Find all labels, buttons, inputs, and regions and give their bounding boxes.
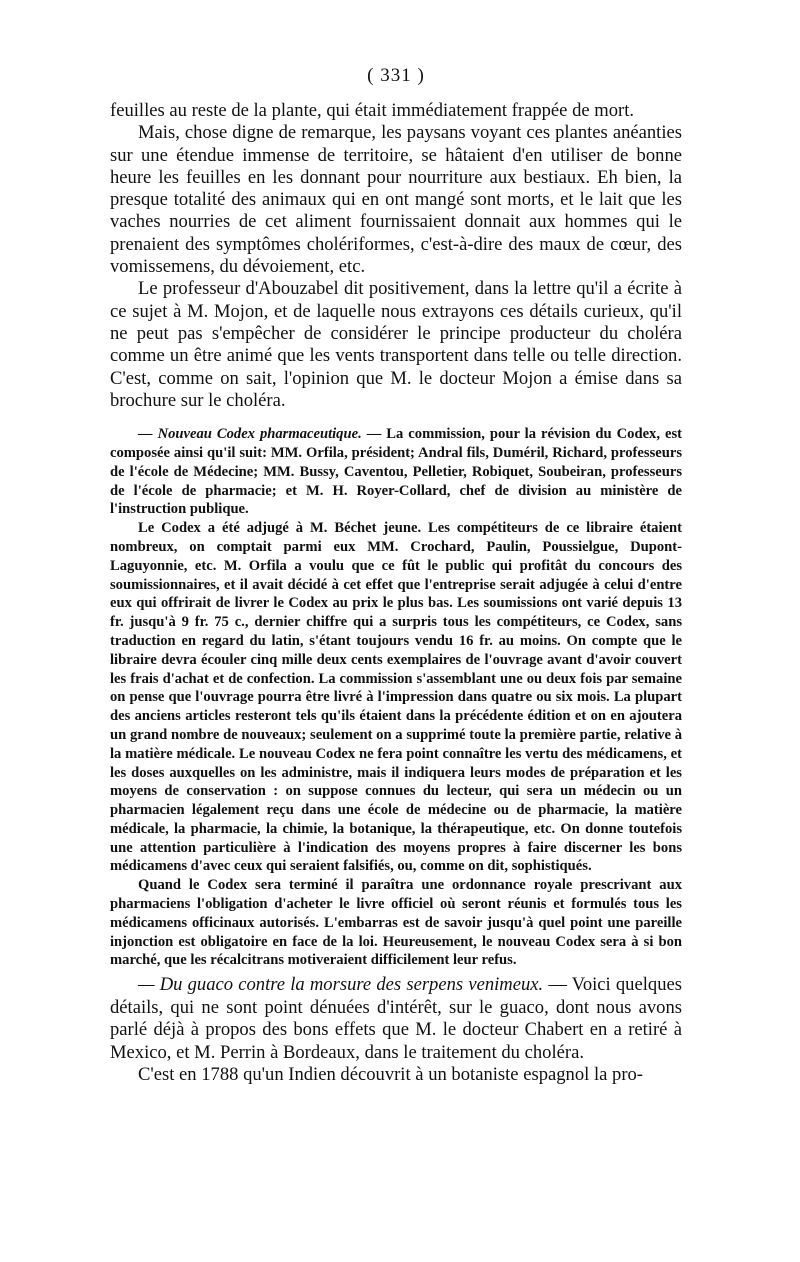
paragraph: Le professeur d'Abouzabel dit positivement, dans la lettre qu'il a écrite à ce sujet à M. Mojon, et de laquelle nous extrayons ces détails curieux, qu'il ne peut pas s'empêcher de considérer le principe producteur du choléra comme un être animé que les vents transportent dans telle ou telle direction. C'est, comme on sait, l'opinion que M. le docteur Mojon a émise dans sa brochure sur le choléra. xyxy=(110,278,682,411)
paragraph: C'est en 1788 qu'un Indien découvrit à un botaniste espagnol la pro- xyxy=(138,1064,644,1086)
paragraph xyxy=(110,425,682,519)
paragraph: Quand le Codex sera terminé il paraîtra une ordonnance royale prescrivant aux pharmaciens l'obligation d'acheter le livre officiel où seront réunis et formulés tous les médicamens officinaux autorisés. L'embarras est de savoir jusqu'à quel point une pareille injonction est obligatoire en face de la loi. Heureusement, le nouveau Codex sera à si bon marché, que les récalcitrans motiveraient difficilement leur refus. xyxy=(110,877,682,969)
paragraph: Mais, chose digne de remarque, les paysans voyant ces plantes anéanties sur une étendue immense de territoire, se hâtaient d'en utiliser de bonne heure les feuilles en les donnant pour nourriture aux bestiaux. Eh bien, la presque totalité des animaux qui en ont mangé sont morts, et le lait que les vaches nourries de cet aliment fournissaient donnait aux hommes qui le prenaient des symptômes cholériformes, c'est-à-dire des maux de cœur, des vomissemens, du dévoiement, etc. xyxy=(110,122,682,278)
section-heading: — Du guaco contre la morsure des serpens venimeux. xyxy=(138,974,544,996)
section-cholera-plants xyxy=(110,100,682,412)
page-number: ( 331 ) xyxy=(367,65,425,86)
paragraph-text: — La commission, pour la révision du Codex, est composée ainsi qu'il suit: MM. Orfila, président; Andral fils, Duméril, Richard, professeurs de l'école de Médecine; MM. Bussy, Caventou, Pelletier, Robiquet, Soubeiran, professeurs de l'école de pharmacie; et M. H. Royer-Collard, chef de division au ministère de l'instruction publique. xyxy=(110,426,682,518)
document-page xyxy=(110,56,682,1087)
paragraph-text: — Voici quelques détails, qui ne sont point dénuées d'intérêt, sur le guaco, dont nous avons parlé déjà à propos des bons effets que M. le docteur Chabert en a retiré à Mexico, et M. Perrin à Bordeaux, dans le traitement du choléra. xyxy=(110,974,682,1063)
section-nouveau-codex xyxy=(110,425,682,970)
paragraph: feuilles au reste de la plante, qui était immédiatement frappée de mort. xyxy=(110,100,635,121)
section-guaco xyxy=(110,974,682,1087)
section-heading: — Nouveau Codex pharmaceutique. xyxy=(138,426,362,443)
paragraph xyxy=(110,974,682,1064)
paragraph: Le Codex a été adjugé à M. Béchet jeune. Les compétiteurs de ce libraire étaient nombreux, on comptait parmi eux MM. Crochard, Paulin, Poussielgue, Dupont-Laguyonnie, etc. M. Orfila a voulu que ce fût le public qui profitât du concours des soumissionnaires, et il avait décidé à cet effet que l'entreprise serait adjugée à celui d'entre eux qui offrirait de livrer le Codex au prix le plus bas. Les soumissions ont varié depuis 13 fr. jusqu'à 9 fr. 75 c., dernier chiffre qui a surpris tous les compétiteurs, ce Codex, sans traduction en regard du latin, s'étant toujours vendu 16 fr. au moins. On compte que le libraire devra écouler cinq mille deux cents exemplaires de l'ouvrage avant d'avoir couvert les frais d'achat et de confection. La commission s'assemblant une ou deux fois par semaine on pense que l'ouvrage pourra être livré à l'impression dans quatre ou six mois. La plupart des anciens articles resteront tels qu'ils étaient dans la précédente édition et on en ajoutera un grand nombre de nouveaux; seulement on a supprimé toute la première partie, relative à la matière médicale. Le nouveau Codex ne fera point connaître les vertu des médicamens, et les doses auxquelles on les administre, mais il indiquera leurs modes de préparation et les moyens de conservation : on suppose connues du lecteur, qui sera un médecin ou un pharmacien légalement reçu dans une école de médecine ou de pharmacie, la matière médicale, la pharmacie, la chimie, la botanique, la thérapeutique, etc. On donne toutefois une attention particulière à l'indication des moyens propres à faire discerner les bons médicamens d'avec ceux qui seraient falsifiés, ou, comme on dit, sophistiqués. xyxy=(110,520,682,875)
